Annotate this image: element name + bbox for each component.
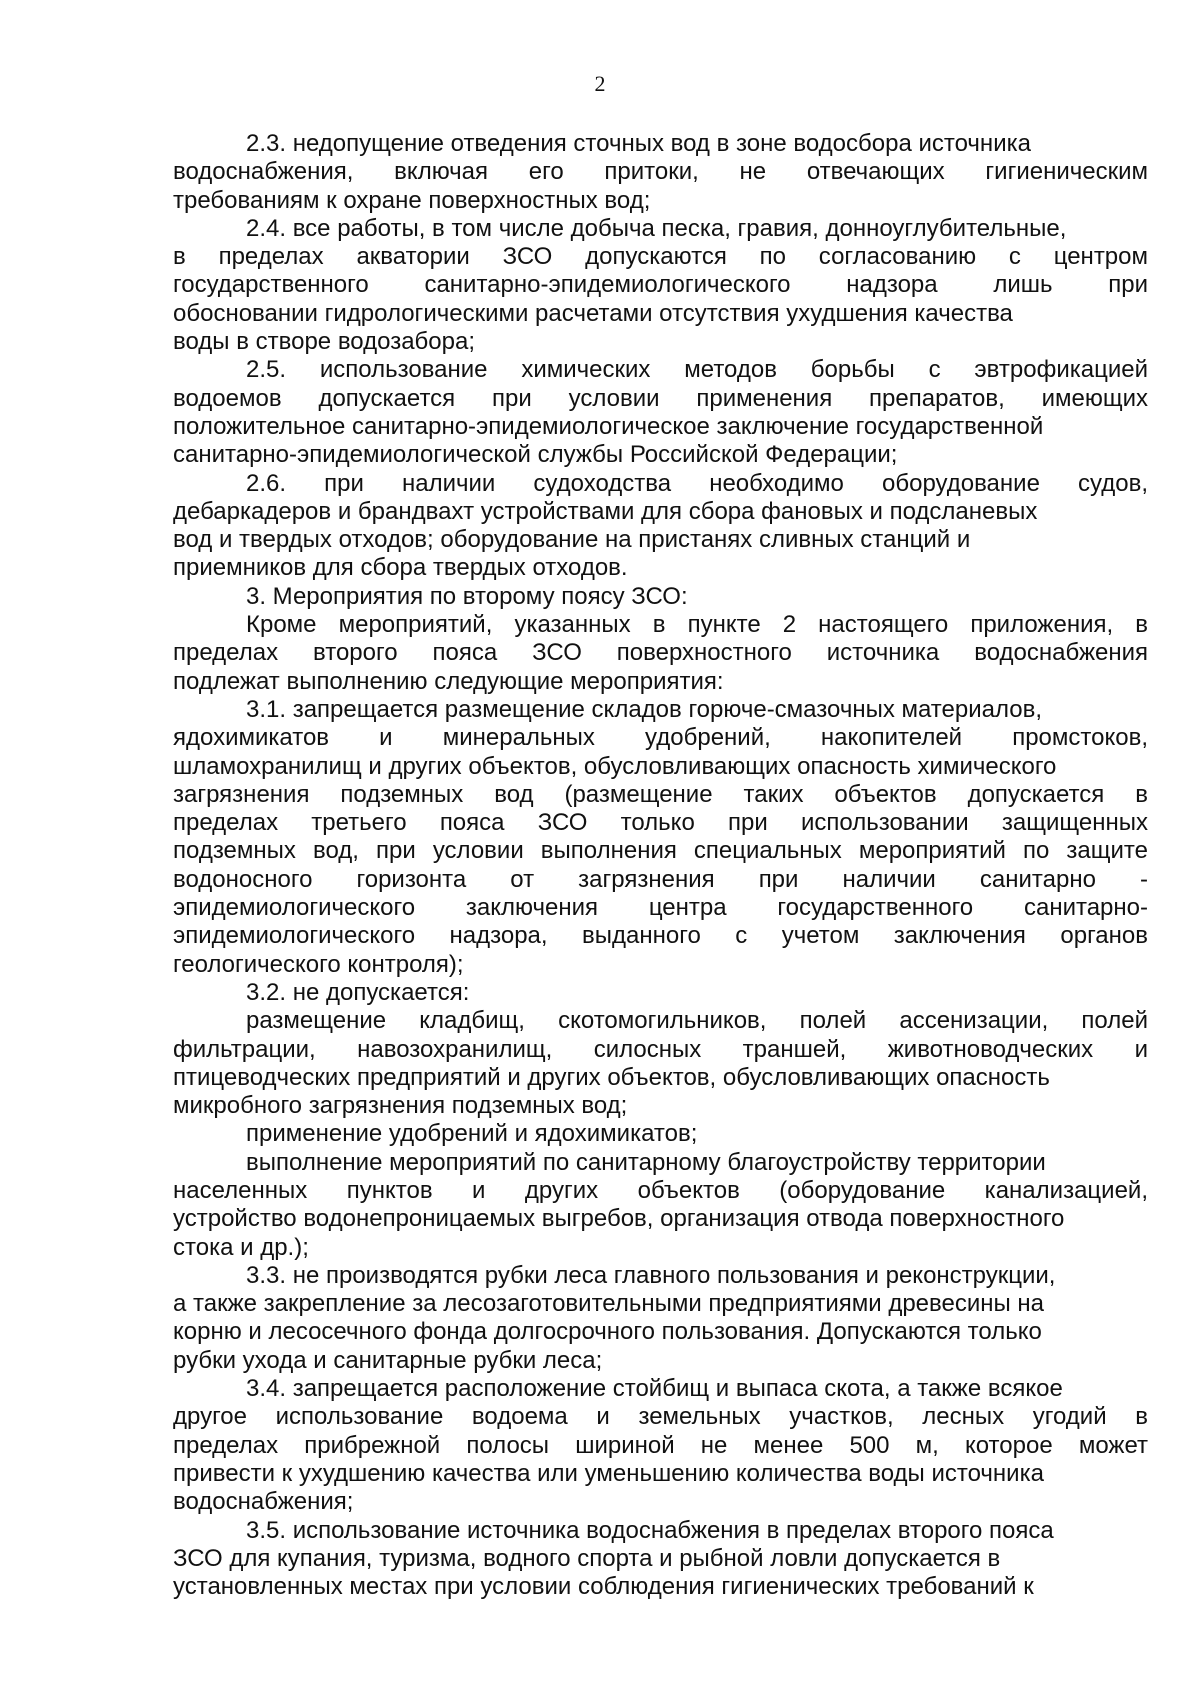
text-line: водоносного горизонта от загрязнения при наличии санитарно -: [173, 865, 1148, 893]
text-line: а также закрепление за лесозаготовительными предприятиями древесины на: [173, 1290, 1045, 1318]
paragraph-3-3: [173, 1262, 1148, 1375]
paragraph-2-5: [173, 356, 1148, 469]
paragraph-2-3: [173, 130, 1148, 215]
text-line: приемников для сбора твердых отходов.: [173, 554, 628, 582]
text-line: пределах третьего пояса ЗСО только при использовании защищенных: [173, 809, 1148, 837]
text-line: геологического контроля);: [173, 950, 464, 978]
text-line: пределах прибрежной полосы шириной не менее 500 м, которое может: [173, 1431, 1148, 1459]
paragraph-3-intro: [173, 611, 1148, 696]
paragraph-2-4: [173, 215, 1148, 356]
text-line: микробного загрязнения подземных вод;: [173, 1092, 628, 1120]
paragraph-3-5: [173, 1517, 1148, 1602]
text-line: эпидемиологического заключения центра государственного санитарно-: [173, 894, 1148, 922]
text-line: 2.4. все работы, в том числе добыча песка, гравия, донноуглубительные,: [246, 214, 1067, 242]
document-body: [173, 130, 1148, 1601]
text-line: обосновании гидрологическими расчетами отсутствия ухудшения качества: [173, 299, 1013, 327]
text-line: ядохимикатов и минеральных удобрений, накопителей промстоков,: [173, 724, 1148, 752]
paragraph-3-2: [173, 979, 1148, 1007]
text-line: корню и лесосечного фонда долгосрочного пользования. Допускаются только: [173, 1318, 1042, 1346]
section-3-heading: [173, 583, 1148, 611]
paragraph-3-1: [173, 696, 1148, 979]
text-line: требованиям к охране поверхностных вод;: [173, 186, 651, 214]
text-line: государственного санитарно-эпидемиологического надзора лишь при: [173, 271, 1148, 299]
text-line: эпидемиологического надзора, выданного с учетом заключения органов: [173, 922, 1148, 950]
text-line: водоемов допускается при условии применения препаратов, имеющих: [173, 384, 1148, 412]
text-line: в пределах акватории ЗСО допускаются по согласованию с центром: [173, 243, 1148, 271]
text-line: 2.3. недопущение отведения сточных вод в зоне водосбора источника: [246, 130, 1031, 157]
paragraph-3-2-a: [173, 1007, 1148, 1120]
text-line: пределах второго пояса ЗСО поверхностного источника водоснабжения: [173, 639, 1148, 667]
text-line: 3.4. запрещается расположение стойбищ и выпаса скота, а также всякое: [246, 1375, 1063, 1403]
text-line: подземных вод, при условии выполнения специальных мероприятий по защите: [173, 837, 1148, 865]
text-line: 2.5. использование химических методов борьбы с эвтрофикацией: [246, 356, 1148, 384]
text-line: устройство водонепроницаемых выгребов, организация отвода поверхностного: [173, 1205, 1065, 1233]
text-line: 3.3. не производятся рубки леса главного пользования и реконструкции,: [246, 1261, 1056, 1289]
text-line: Кроме мероприятий, указанных в пункте 2 настоящего приложения, в: [246, 611, 1148, 639]
text-line: санитарно-эпидемиологической службы Российской Федерации;: [173, 441, 898, 469]
text-line: подлежат выполнению следующие мероприятия:: [173, 667, 724, 695]
text-line: населенных пунктов и других объектов (оборудование канализацией,: [173, 1176, 1148, 1204]
text-line: стока и др.);: [173, 1233, 309, 1261]
text-line: установленных местах при условии соблюдения гигиенических требований к: [173, 1573, 1034, 1601]
text-line: дебаркадеров и брандвахт устройствами для сбора фановых и подсланевых: [173, 497, 1038, 525]
text-line: размещение кладбищ, скотомогильников, полей ассенизации, полей: [246, 1007, 1148, 1035]
text-line: вод и твердых отходов; оборудование на пристанях сливных станций и: [173, 526, 971, 554]
text-line: 3.5. использование источника водоснабжения в пределах второго пояса: [246, 1516, 1054, 1544]
text-line: ЗСО для купания, туризма, водного спорта и рыбной ловли допускается в: [173, 1544, 1001, 1572]
paragraph-3-4: [173, 1375, 1148, 1516]
text-line: рубки ухода и санитарные рубки леса;: [173, 1346, 603, 1374]
paragraph-3-2-b: [173, 1120, 1148, 1148]
page-number: 2: [594, 71, 606, 96]
text-line: другое использование водоема и земельных участков, лесных угодий в: [173, 1403, 1148, 1431]
text-line: 3.1. запрещается размещение складов горюче-смазочных материалов,: [246, 695, 1043, 723]
text-line: загрязнения подземных вод (размещение таких объектов допускается в: [173, 780, 1148, 808]
text-line: водоснабжения, включая его притоки, не отвечающих гигиеническим: [173, 158, 1148, 186]
text-line: шламохранилищ и других объектов, обусловливающих опасность химического: [173, 752, 1057, 780]
text-line: привести к ухудшению качества или уменьшению количества воды источника: [173, 1459, 1044, 1487]
text-line: выполнение мероприятий по санитарному благоустройству территории: [246, 1148, 1046, 1176]
text-line: фильтрации, навозохранилищ, силосных траншей, животноводческих и: [173, 1035, 1148, 1063]
text-line: 3. Мероприятия по второму поясу ЗСО:: [246, 582, 688, 610]
text-line: водоснабжения;: [173, 1488, 354, 1516]
text-line: положительное санитарно-эпидемиологическое заключение государственной: [173, 412, 1044, 440]
text-line: 2.6. при наличии судоходства необходимо оборудование судов,: [246, 469, 1148, 497]
paragraph-3-2-c: [173, 1149, 1148, 1262]
text-line: 3.2. не допускается:: [246, 978, 470, 1006]
text-line: птицеводческих предприятий и других объектов, обусловливающих опасность: [173, 1063, 1050, 1091]
text-line: воды в створе водозабора;: [173, 328, 476, 356]
paragraph-2-6: [173, 470, 1148, 583]
text-line: применение удобрений и ядохимикатов;: [246, 1120, 698, 1148]
